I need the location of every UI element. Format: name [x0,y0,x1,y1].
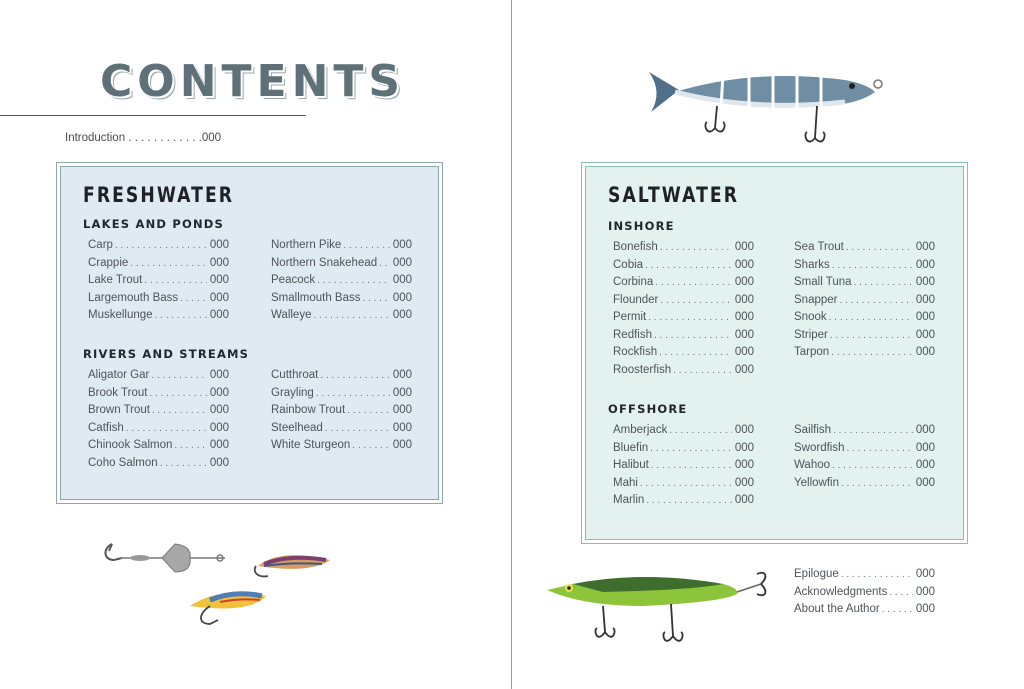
section-heading-offshore: OFFSHORE [608,402,688,416]
toc-entry [794,346,935,364]
spinner-lure-icon [100,538,230,578]
leader-dots [846,242,913,253]
entry-name: Carp [88,239,113,251]
toc-entry [88,239,229,257]
toc-entry [794,442,935,460]
toc-entry [88,309,229,327]
entry-page: 000 [915,258,935,271]
entry-page: 000 [392,309,412,321]
rivers-col-1 [88,369,229,474]
entry-page: 000 [734,241,754,253]
freshwater-panel [56,162,443,504]
toc-entry [613,329,754,347]
leader-dots [655,277,732,288]
title-rule [0,115,306,116]
green-crankbait-lure-icon [543,562,773,658]
leader-dots [151,370,206,381]
entry-page: 000 [734,276,754,288]
entry-name: Marlin [613,494,645,506]
leader-dots [317,275,390,286]
fly-lure-icon [180,584,272,628]
toc-entry [794,568,935,586]
entry-name: Aligator Gar [88,369,150,381]
entry-name: Tarpon [794,346,830,358]
saltwater-title: SALTWATER [608,183,740,207]
toc-entry [613,294,754,312]
leader-dots [325,423,390,434]
toc-entry [88,257,229,275]
entry-page: 000 [209,291,229,304]
leader-dots [847,443,913,454]
toc-entry [88,369,229,387]
entry-page: 000 [734,258,754,271]
entry-page: 000 [734,494,754,506]
leader-dots [352,440,390,451]
entry-page: 000 [209,274,229,286]
toc-entry [271,292,412,310]
toc-entry [794,424,935,442]
leader-dots [126,423,207,434]
toc-entry [88,457,229,475]
entry-name: Walleye [271,309,312,321]
entry-name: Bluefin [613,441,649,454]
toc-entry [271,439,412,457]
leader-dots [882,604,913,615]
toc-entry [794,586,935,604]
section-heading-rivers-and-streams: RIVERS AND STREAMS [83,347,250,361]
entry-name: Peacock [271,274,316,286]
entry-name: Snapper [794,293,838,306]
entry-name: Acknowledgments [794,585,888,598]
leader-dots [362,293,389,304]
entry-name: Bonefish [613,241,658,253]
entry-page: 000 [915,585,935,598]
entry-name: Halibut [613,459,649,471]
entry-name: Sea Trout [794,241,844,253]
toc-entry [88,439,229,457]
entry-page: 000 [209,456,229,469]
entry-name: Swordfish [794,441,845,454]
entry-page: 000 [392,274,412,286]
toc-entry [794,477,935,495]
leader-dots [660,242,732,253]
entry-page: 000 [734,459,754,471]
leader-dots [320,370,390,381]
entry-page: 000 [734,311,754,323]
leader-dots [829,312,913,323]
leader-dots [313,310,389,321]
entry-name: Sharks [794,258,830,271]
entry-page: 000 [392,369,412,381]
toc-entry [88,404,229,422]
offshore-col-2 [794,424,935,494]
entry-name: Introduction [65,132,126,144]
entry-page: 000 [915,241,935,253]
entry-page: 000 [734,424,754,436]
leader-dots [115,240,207,251]
leader-dots [841,478,913,489]
entry-name: Muskellunge [88,309,153,321]
entry-page: 000 [915,276,935,288]
leader-dots [832,260,913,271]
toc-entry [613,477,754,495]
leader-dots [660,295,731,306]
toc-entry [794,276,935,294]
toc-entry [613,494,754,512]
entry-name: White Sturgeon [271,439,351,451]
entry-name: Epilogue [794,568,839,580]
toc-entry [613,346,754,364]
leader-dots [833,425,913,436]
entry-page: 000 [734,476,754,489]
leader-dots: . . . . . . . . . . . . [128,132,202,144]
toc-entry [271,239,412,257]
leader-dots [669,425,731,436]
entry-name: Coho Salmon [88,456,158,469]
toc-entry [794,241,935,259]
toc-entry [271,257,412,275]
leader-dots [347,405,390,416]
entry-page: 000 [209,404,229,416]
leader-dots [645,260,732,271]
entry-page: 000 [915,311,935,323]
entry-name: Redfish [613,328,652,341]
entry-page: 000 [209,386,229,399]
entry-page: 000 [392,239,412,251]
entry-page: 000 [734,363,754,376]
leader-dots [130,258,207,269]
leader-dots [379,258,390,269]
toc-entry [794,459,935,477]
lakes-col-1 [88,239,229,327]
entry-page: 000 [392,256,412,269]
toc-entry [88,422,229,440]
toc-entry [271,422,412,440]
toc-entry [613,424,754,442]
toc-entry [88,387,229,405]
leader-dots [316,388,390,399]
back-matter-list [794,568,935,621]
leader-dots [650,443,732,454]
leader-dots [640,478,732,489]
entry-name: Cobia [613,258,644,271]
leader-dots [832,460,913,471]
saltwater-panel [581,162,968,544]
entry-name: Largemouth Bass [88,291,179,304]
lakes-col-2 [271,239,412,327]
entry-name: Mahi [613,476,638,489]
streamer-fly-icon [250,546,338,582]
leader-dots [673,365,732,376]
leader-dots [180,293,207,304]
entry-name: Sailfish [794,424,832,436]
entry-page: 000 [915,476,935,489]
entry-page: 000 [915,459,935,471]
book-spine [511,0,512,689]
toc-entry [794,294,935,312]
offshore-col-1 [613,424,754,512]
toc-entry [88,274,229,292]
entry-name: Permit [613,311,647,323]
toc-entry [271,387,412,405]
entry-name: Striper [794,328,828,341]
toc-entry [613,276,754,294]
toc-entry [794,603,935,621]
entry-page: 000 [392,421,412,434]
entry-name: Rainbow Trout [271,404,346,416]
entry-page: 000 [209,421,229,434]
entry-name: Brook Trout [88,386,148,399]
leader-dots [160,458,207,469]
entry-page: 000 [392,404,412,416]
entry-name: Crappie [88,256,129,269]
entry-name: Flounder [613,293,659,306]
entry-name: Brown Trout [88,404,150,416]
entry-name: Grayling [271,386,314,399]
entry-page: 000 [209,239,229,251]
entry-page: 000 [915,603,935,615]
leader-dots [155,310,207,321]
leader-dots [343,240,390,251]
toc-entry [613,459,754,477]
entry-page: 000 [915,441,935,454]
toc-entry [613,364,754,382]
entry-page: 000 [209,256,229,269]
toc-entry [271,274,412,292]
entry-name: About the Author [794,603,880,615]
jointed-swimbait-lure-icon [645,64,885,150]
rivers-col-2 [271,369,412,457]
entry-page: 000 [915,424,935,436]
entry-name: Chinook Salmon [88,439,173,451]
toc-entry [794,259,935,277]
inshore-col-1 [613,241,754,381]
leader-dots [841,569,913,580]
entry-name: Rockfish [613,346,658,358]
toc-entry [794,329,935,347]
entry-name: Smallmouth Bass [271,291,361,304]
section-heading-lakes-and-ponds: LAKES AND PONDS [83,217,225,231]
toc-entry [271,369,412,387]
entry-name: Northern Snakehead [271,256,378,269]
entry-page: 000 [392,291,412,304]
entry-page: 000 [734,293,754,306]
toc-entry [271,404,412,422]
entry-page: 000 [915,293,935,306]
entry-page: 000 [209,439,229,451]
entry-page: 000 [734,328,754,341]
leader-dots [646,495,732,506]
entry-page: 000 [392,439,412,451]
leader-dots [648,312,732,323]
entry-page: 000 [734,346,754,358]
toc-entry [613,442,754,460]
intro-entry [65,132,221,144]
leader-dots [854,277,913,288]
freshwater-title: FRESHWATER [83,183,235,207]
inshore-col-2 [794,241,935,364]
leader-dots [889,587,912,598]
entry-name: Small Tuna [794,276,852,288]
entry-name: Steelhead [271,421,323,434]
entry-name: Roosterfish [613,363,672,376]
entry-page: 000 [915,568,935,580]
leader-dots [831,347,913,358]
entry-page: 000 [734,441,754,454]
leader-dots [149,388,206,399]
entry-name: Wahoo [794,459,831,471]
entry-page: 000 [915,328,935,341]
entry-name: Cutthroat [271,369,319,381]
section-heading-inshore: INSHORE [608,219,675,233]
entry-page: 000 [201,132,221,144]
leader-dots [839,295,912,306]
toc-entry [88,292,229,310]
entry-name: Northern Pike [271,239,342,251]
toc-entry [613,259,754,277]
entry-page: 000 [209,309,229,321]
leader-dots [830,330,913,341]
toc-entry [271,309,412,327]
leader-dots [651,460,732,471]
entry-page: 000 [392,386,412,399]
leader-dots [654,330,732,341]
page-title: CONTENTS [100,56,406,107]
entry-name: Yellowfin [794,476,839,489]
toc-entry [613,241,754,259]
entry-name: Corbina [613,276,654,288]
leader-dots [144,275,206,286]
entry-name: Amberjack [613,424,668,436]
entry-name: Catfish [88,421,124,434]
entry-page: 000 [915,346,935,358]
leader-dots [659,347,732,358]
toc-entry [794,311,935,329]
leader-dots [174,440,206,451]
leader-dots [152,405,207,416]
entry-name: Snook [794,311,827,323]
toc-entry [613,311,754,329]
entry-name: Lake Trout [88,274,143,286]
entry-page: 000 [209,369,229,381]
